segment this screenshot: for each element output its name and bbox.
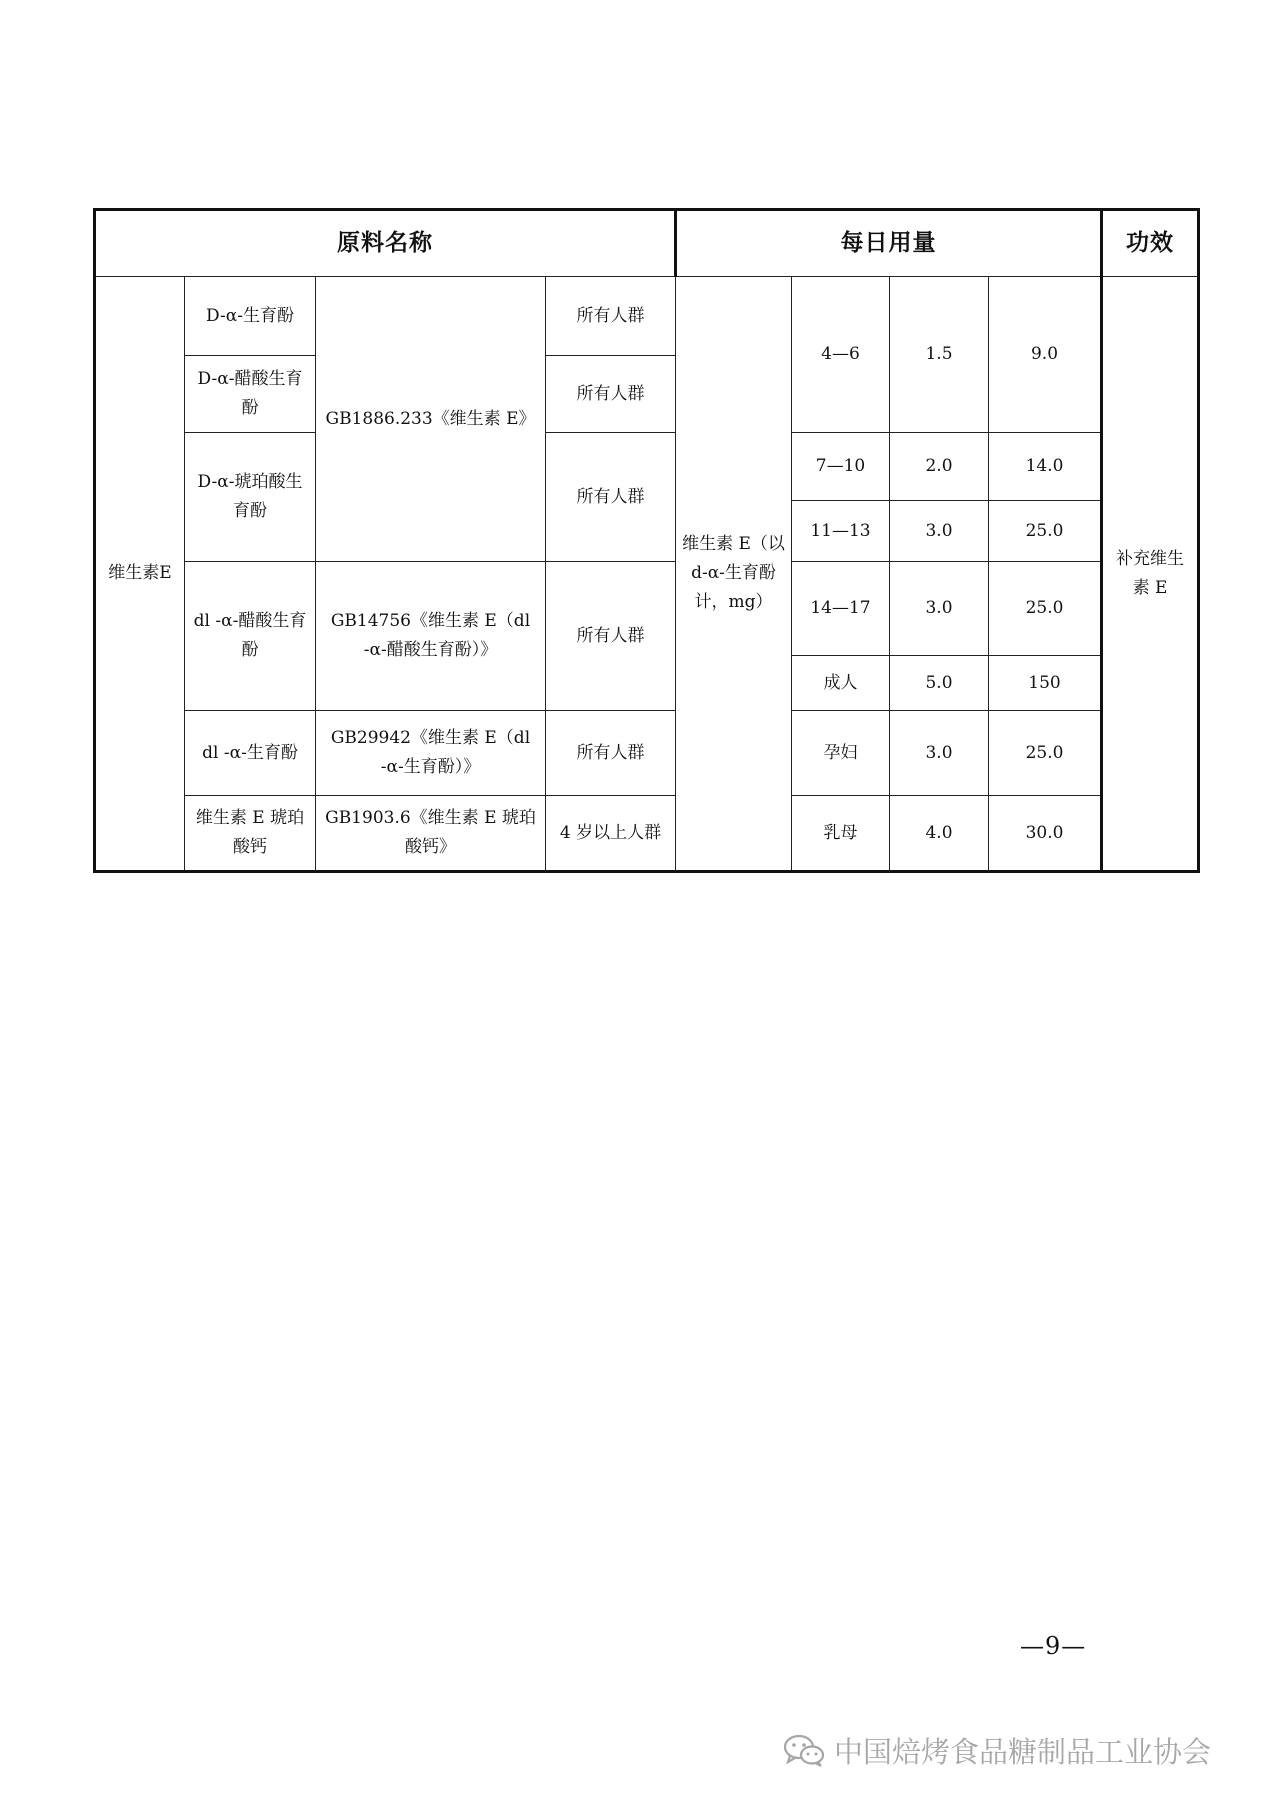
material-name: D-α-琥珀酸生育酚 <box>185 433 316 562</box>
standard-cell: GB1886.233《维生素 E》 <box>316 277 546 562</box>
material-name: dl -α-生育酚 <box>185 711 316 796</box>
population-cell: 所有人群 <box>546 711 676 796</box>
effect-cell: 补充维生素 E <box>1102 277 1199 872</box>
dosage-max-cell: 25.0 <box>989 711 1102 796</box>
dosage-max-cell: 150 <box>989 656 1102 711</box>
standard-cell: GB29942《维生素 E（dl -α-生育酚）》 <box>316 711 546 796</box>
dosage-max-cell: 14.0 <box>989 433 1102 501</box>
dosage-max-cell: 30.0 <box>989 796 1102 872</box>
table-row <box>95 711 1199 796</box>
vitamin-e-table-container <box>93 208 1197 857</box>
population-cell: 所有人群 <box>546 562 676 711</box>
dosage-max-cell: 9.0 <box>989 277 1102 433</box>
watermark-text: 中国焙烤食品糖制品工业协会 <box>834 1734 1212 1769</box>
dosage-min-cell: 3.0 <box>890 501 989 562</box>
population-cell: 所有人群 <box>546 433 676 562</box>
age-group-cell: 乳母 <box>792 796 890 872</box>
age-group-cell: 14—17 <box>792 562 890 656</box>
header-daily-dosage: 每日用量 <box>676 210 1102 277</box>
age-group-cell: 成人 <box>792 656 890 711</box>
header-effect: 功效 <box>1102 210 1199 277</box>
dosage-min-cell: 4.0 <box>890 796 989 872</box>
age-group-cell: 孕妇 <box>792 711 890 796</box>
standard-cell: GB14756《维生素 E（dl -α-醋酸生育酚）》 <box>316 562 546 711</box>
age-group-cell: 4—6 <box>792 277 890 433</box>
unit-label-cell: 维生素 E（以 d-α-生育酚计，mg） <box>676 277 792 872</box>
material-name: D-α-生育酚 <box>185 277 316 356</box>
material-name: dl -α-醋酸生育酚 <box>185 562 316 711</box>
population-cell: 4 岁以上人群 <box>546 796 676 872</box>
watermark <box>782 1730 1211 1770</box>
header-material: 原料名称 <box>95 210 676 277</box>
dosage-min-cell: 1.5 <box>890 277 989 433</box>
dosage-min-cell: 2.0 <box>890 433 989 501</box>
dosage-min-cell: 3.0 <box>890 562 989 656</box>
population-cell: 所有人群 <box>546 356 676 433</box>
dosage-max-cell: 25.0 <box>989 501 1102 562</box>
table-row <box>95 433 1199 501</box>
dosage-min-cell: 3.0 <box>890 711 989 796</box>
age-group-cell: 11—13 <box>792 501 890 562</box>
standard-cell: GB1903.6《维生素 E 琥珀酸钙》 <box>316 796 546 872</box>
table-row <box>95 277 1199 356</box>
population-cell: 所有人群 <box>546 277 676 356</box>
table-row <box>95 796 1199 872</box>
age-group-cell: 7—10 <box>792 433 890 501</box>
page-number: —9— <box>1020 1632 1087 1660</box>
vitamin-e-table <box>93 208 1200 873</box>
header-row <box>95 210 1199 277</box>
wechat-icon <box>782 1733 826 1767</box>
dosage-min-cell: 5.0 <box>890 656 989 711</box>
dosage-max-cell: 25.0 <box>989 562 1102 656</box>
category-cell: 维生素E <box>95 277 185 872</box>
material-name: 维生素 E 琥珀酸钙 <box>185 796 316 872</box>
material-name: D-α-醋酸生育酚 <box>185 356 316 433</box>
table-row <box>95 562 1199 656</box>
